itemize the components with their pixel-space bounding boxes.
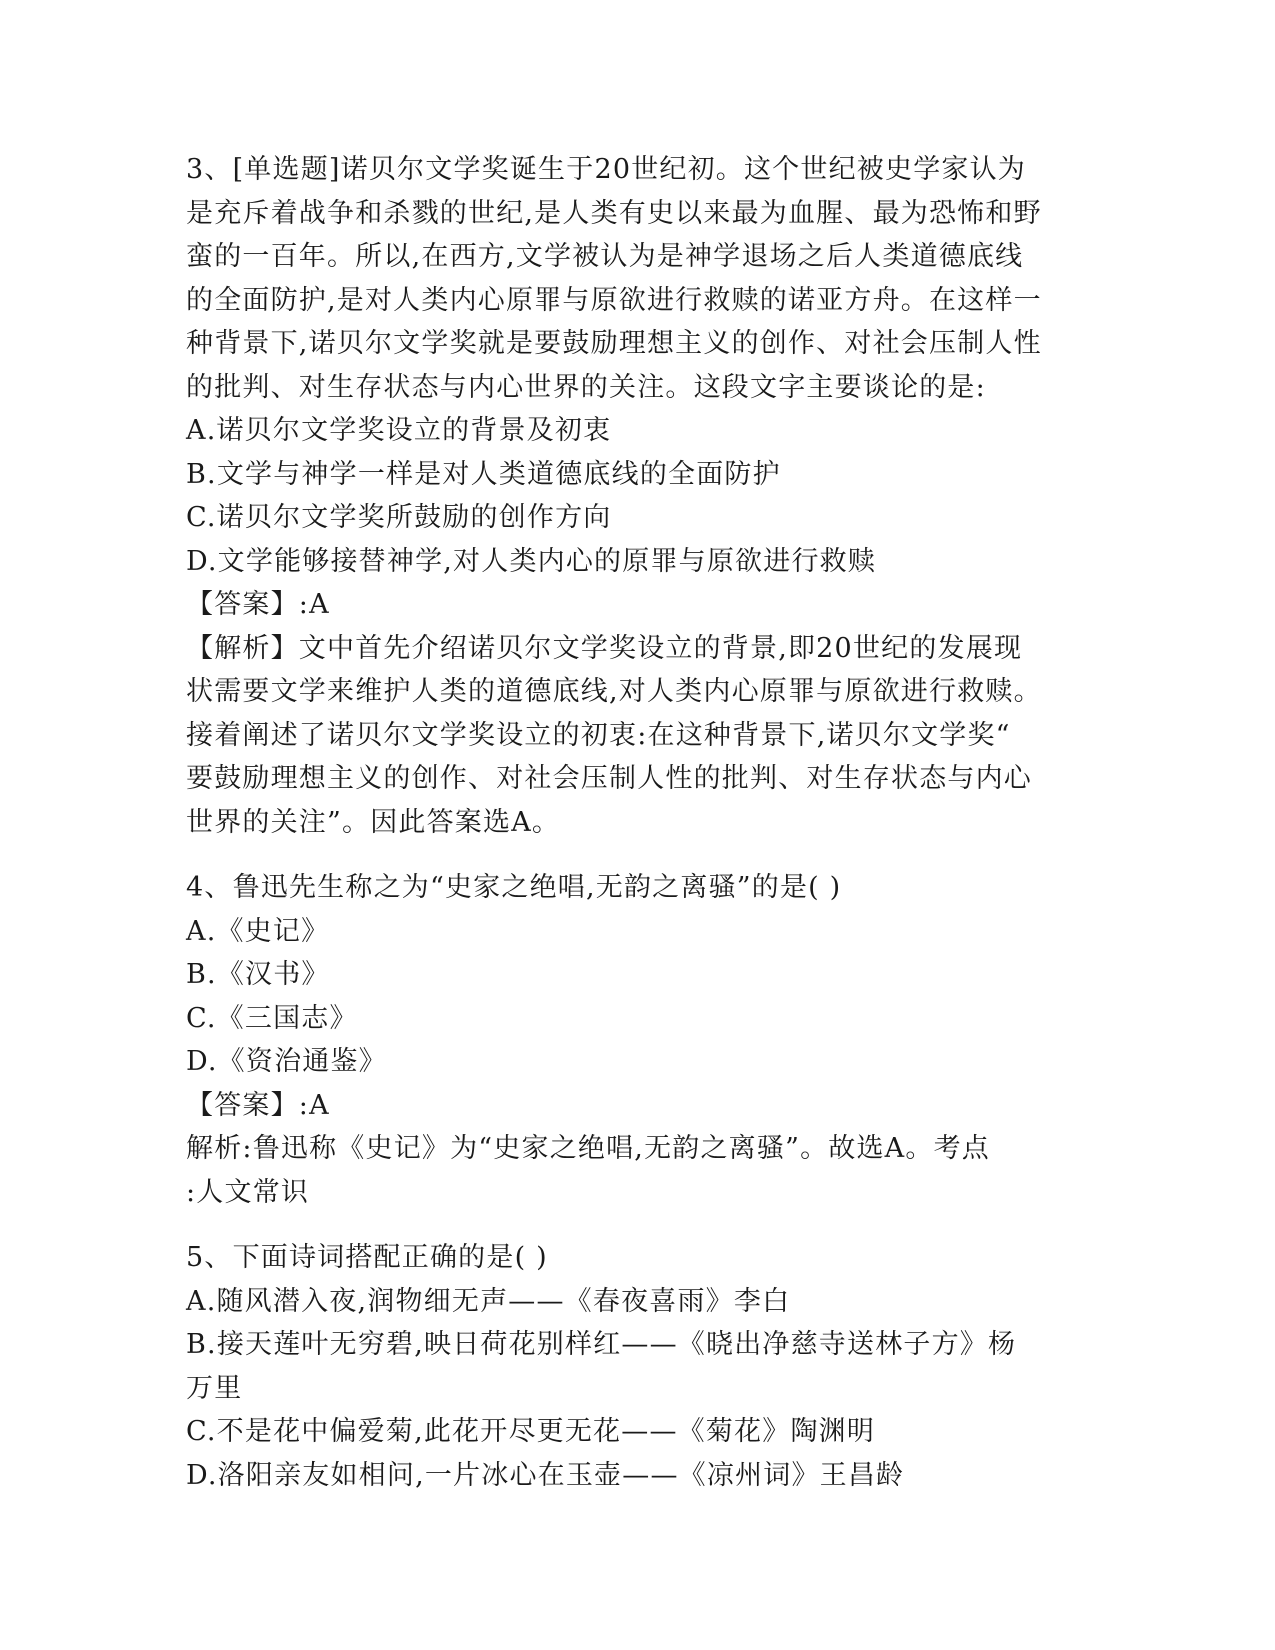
option-b-continued: 万里 (186, 1372, 243, 1404)
question-3 (186, 148, 1086, 844)
analysis-line: 【解析】文中首先介绍诺贝尔文学奖设立的背景,即20世纪的发展现 (186, 632, 1023, 664)
question-5 (186, 1236, 1086, 1497)
question-stem-line: 4、鲁迅先生称之为“史家之绝唱,无韵之离骚”的是( ) (186, 872, 842, 903)
question-stem-line: 种背景下,诺贝尔文学奖就是要鼓励理想主义的创作、对社会压制人性 (186, 328, 1042, 359)
option-b: B.《汉书》 (186, 959, 330, 990)
option-c: C.诺贝尔文学奖所鼓励的创作方向 (186, 502, 612, 533)
option-c: C.不是花中偏爱菊,此花开尽更无花——《菊花》陶渊明 (186, 1416, 876, 1447)
option-a: A.随风潜入夜,润物细无声——《春夜喜雨》李白 (186, 1285, 791, 1317)
option-a: A.《史记》 (186, 915, 330, 947)
analysis-line: 状需要文学来维护人类的道德底线,对人类内心原罪与原欲进行救赎。 (186, 676, 1042, 707)
analysis-line: 要鼓励理想主义的创作、对社会压制人性的批判、对生存状态与内心 (186, 763, 1032, 794)
question-stem-line: 是充斥着战争和杀戮的世纪,是人类有史以来最为血腥、最为恐怖和野 (186, 197, 1042, 229)
option-d: D.《资治通鉴》 (186, 1046, 387, 1077)
answer-line: 【答案】:A (186, 1089, 330, 1121)
option-b: B.文学与神学一样是对人类道德底线的全面防护 (186, 458, 781, 490)
option-a: A.诺贝尔文学奖设立的背景及初衷 (186, 415, 612, 446)
analysis-line: 接着阐述了诺贝尔文学奖设立的初衷:在这种背景下,诺贝尔文学奖“ (186, 719, 1011, 751)
question-stem-line: 的全面防护,是对人类内心原罪与原欲进行救赎的诺亚方舟。在这样一 (186, 284, 1042, 316)
question-4 (186, 866, 1086, 1214)
question-stem-line: 的批判、对生存状态与内心世界的关注。这段文字主要谈论的是: (186, 371, 986, 403)
option-d: D.洛阳亲友如相问,一片冰心在玉壶——《凉州词》王昌龄 (186, 1459, 905, 1491)
document-page (186, 148, 1086, 1519)
analysis-line: 解析:鲁迅称《史记》为“史家之绝唱,无韵之离骚”。故选A。考点 (186, 1133, 990, 1164)
option-b: B.接天莲叶无穷碧,映日荷花别样红——《晓出净慈寺送林子方》杨 (186, 1329, 1017, 1360)
answer-line: 【答案】:A (186, 589, 330, 620)
question-stem-line: 5、下面诗词搭配正确的是( ) (186, 1242, 548, 1273)
question-stem-line: 蛮的一百年。所以,在西方,文学被认为是神学退场之后人类道德底线 (186, 241, 1024, 272)
option-c: C.《三国志》 (186, 1002, 358, 1034)
analysis-line: :人文常识 (186, 1176, 310, 1208)
question-stem-line: 3、[单选题]诺贝尔文学奖诞生于20世纪初。这个世纪被史学家认为 (186, 154, 1027, 185)
option-d: D.文学能够接替神学,对人类内心的原罪与原欲进行救赎 (186, 545, 877, 577)
analysis-line: 世界的关注”。因此答案选A。 (186, 806, 561, 838)
